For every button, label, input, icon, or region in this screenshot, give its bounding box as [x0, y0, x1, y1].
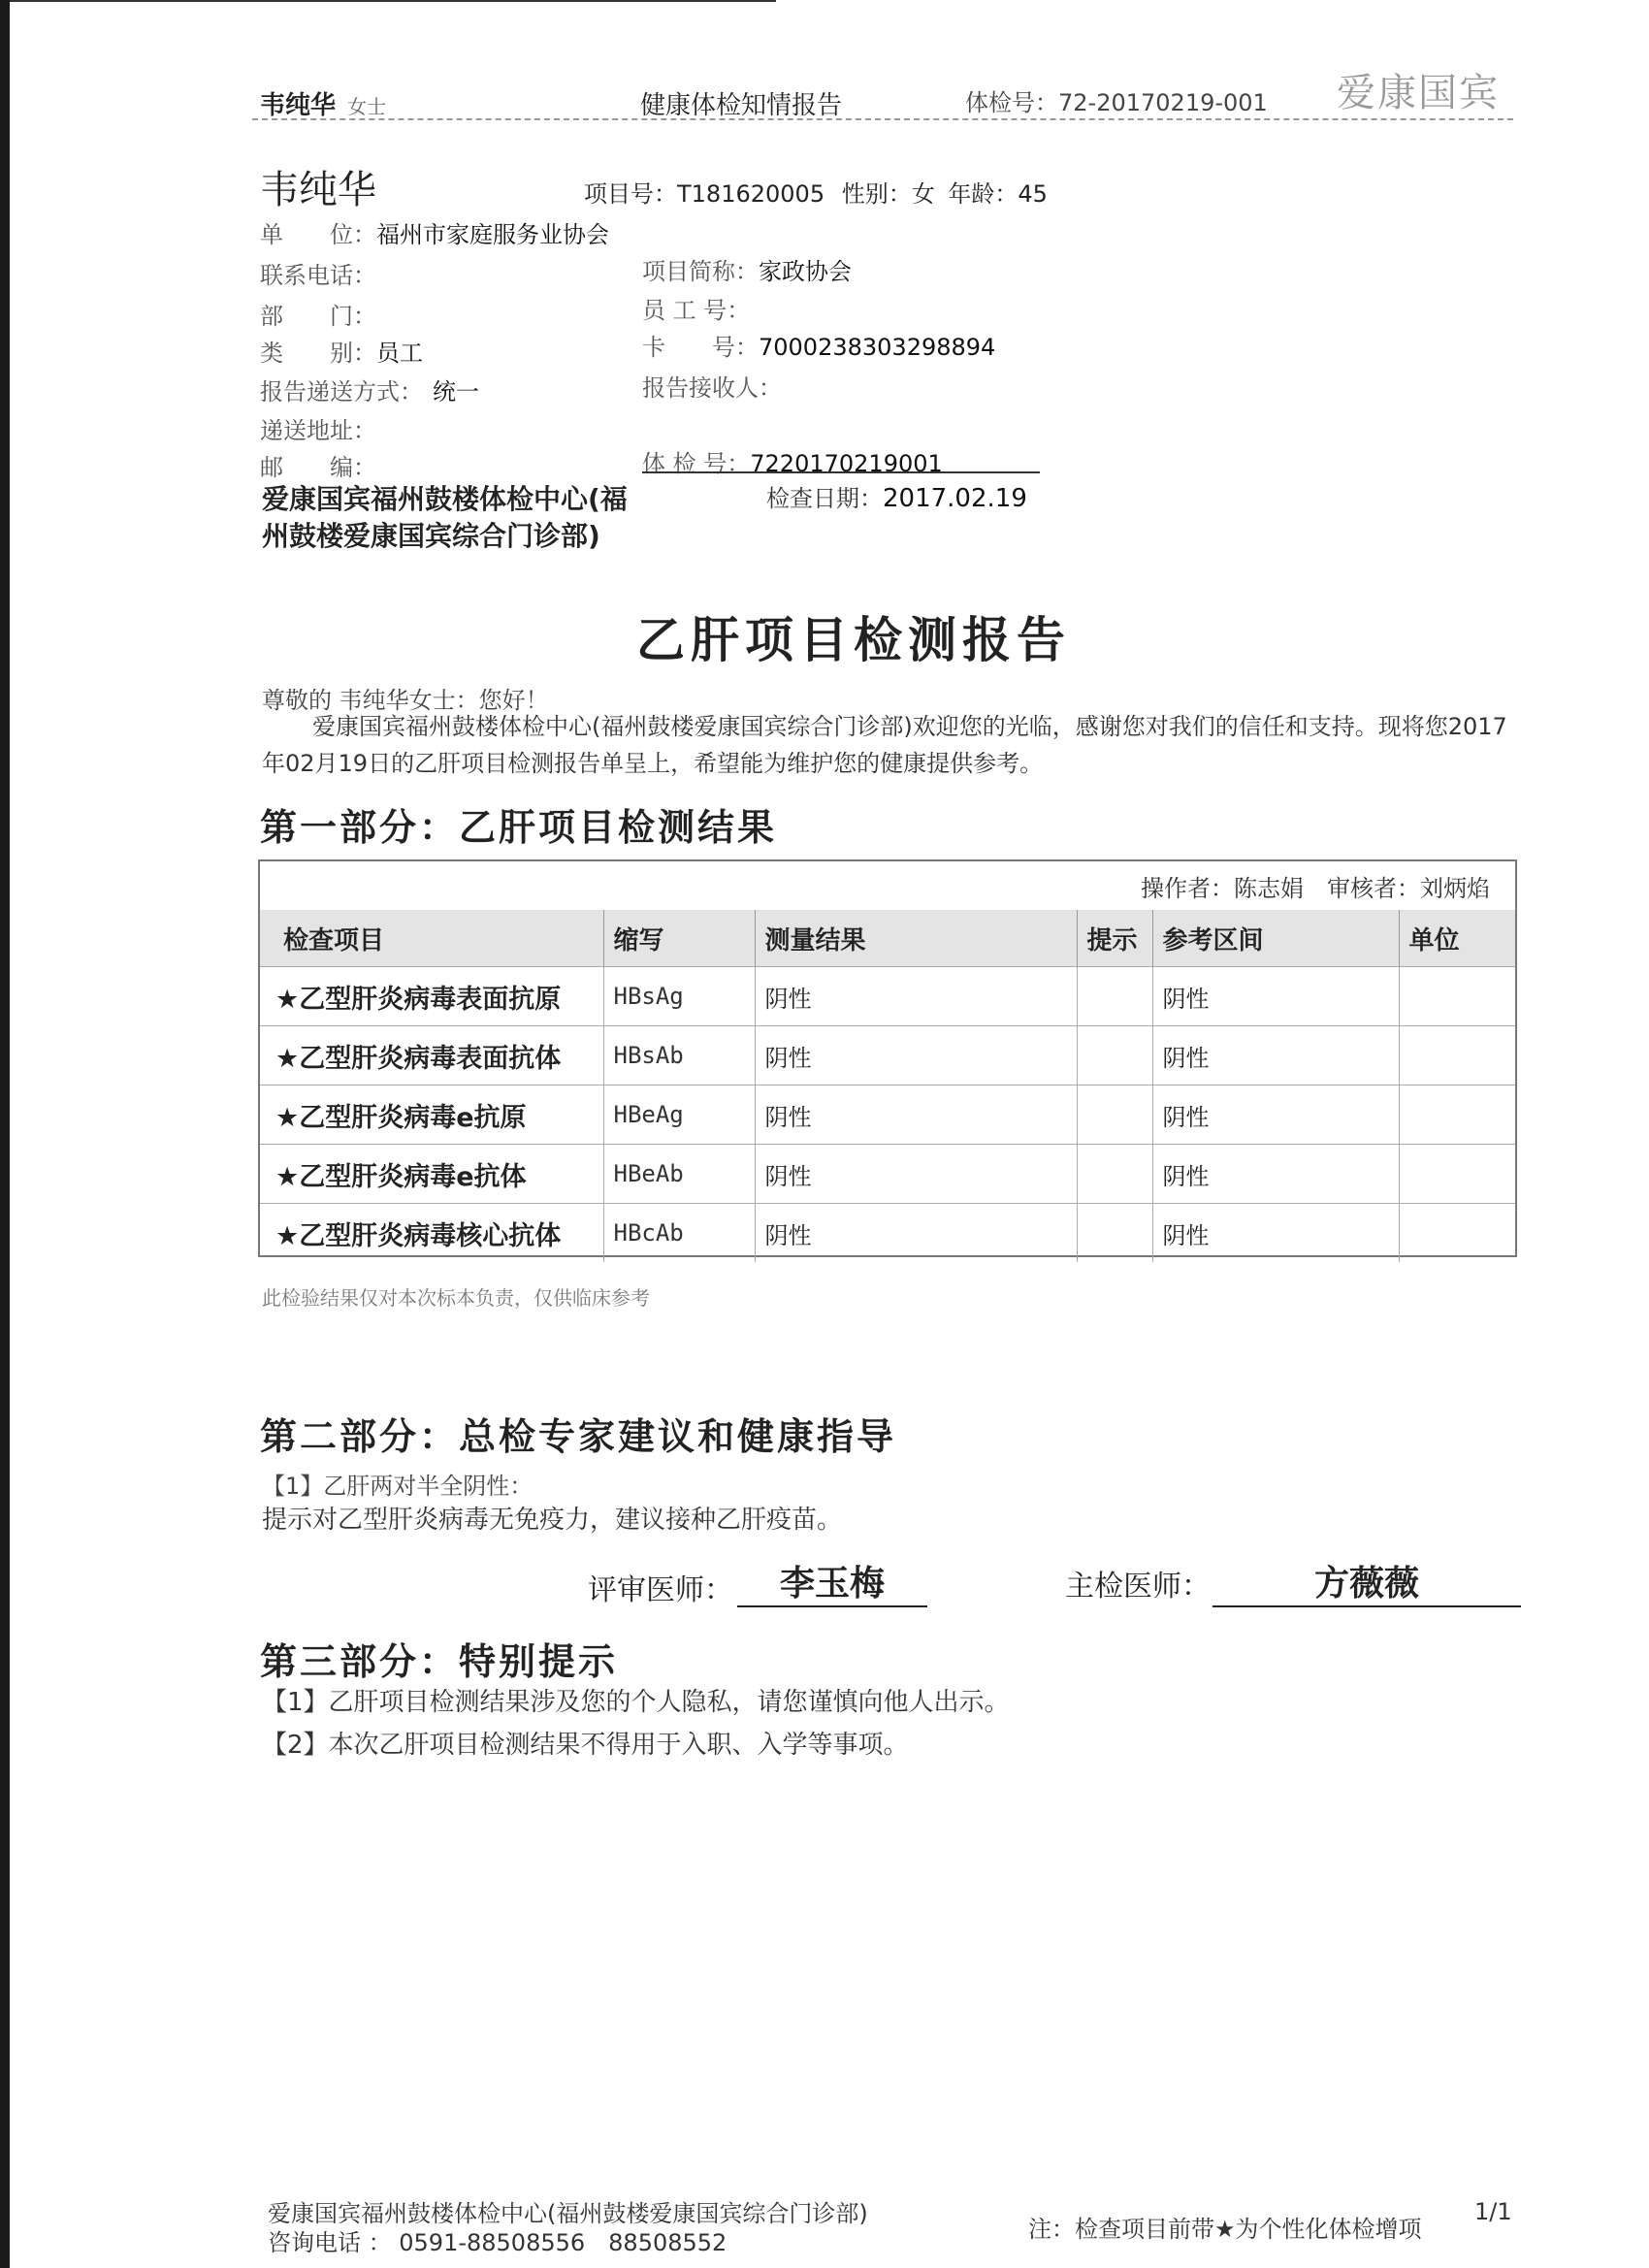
cell-abbr: HBeAb: [603, 1145, 755, 1204]
cell-unit: [1399, 1204, 1515, 1263]
chief-signature: 方薇薇: [1212, 1556, 1521, 1607]
check-date-value: 2017.02.19: [883, 484, 1027, 513]
footer-note: 注：检查项目前带★为个性化体检增项: [1028, 2216, 1422, 2243]
cell-hint: [1077, 1145, 1152, 1204]
advice-title: 【1】乙肝两对半全阴性：: [262, 1473, 534, 1500]
field-exam-no-value: 7220170219001: [750, 450, 943, 477]
footer-clinic: 爱康国宾福州鼓楼体检中心(福州鼓楼爱康国宾综合门诊部): [268, 2200, 868, 2227]
header-divider: [252, 118, 1513, 120]
table-row: [260, 1204, 1515, 1263]
cell-item: ★乙型肝炎病毒表面抗体: [260, 1026, 603, 1085]
cell-item: ★乙型肝炎病毒表面抗原: [260, 967, 603, 1026]
brand-logo: 爱康国宾: [1337, 71, 1500, 115]
clinic-name: 爱康国宾福州鼓楼体检中心(福州鼓楼爱康国宾综合门诊部): [262, 483, 628, 552]
advice-text: 提示对乙型肝炎病毒无免疫力，建议接种乙肝疫苗。: [262, 1506, 843, 1535]
page-number: 1/1: [1474, 2198, 1512, 2225]
section1-title: 第一部分：乙肝项目检测结果: [260, 805, 778, 849]
col-header: 检查项目: [260, 910, 603, 967]
tip-item: 【1】乙肝项目检测结果涉及您的个人隐私，请您谨慎向他人出示。: [262, 1688, 1010, 1717]
check-date: [766, 479, 1027, 513]
field-exam-no-label: 体 检 号：: [642, 450, 751, 477]
report-title: 乙肝项目检测报告: [636, 611, 1071, 668]
cell-result: 阴性: [755, 1085, 1077, 1145]
cell-range: 阴性: [1152, 967, 1399, 1026]
col-header: 测量结果: [755, 910, 1077, 967]
patient-divider: [0, 0, 776, 2]
cell-hint: [1077, 1026, 1152, 1085]
scan-edge: [0, 0, 10, 2268]
footer-phone: 咨询电话 ： 0591-88508556 88508552: [268, 2229, 728, 2256]
field-category-value: 员工: [376, 340, 423, 367]
header-name: 韦纯华: [260, 91, 337, 120]
cell-unit: [1399, 967, 1515, 1026]
check-date-label: 检查日期：: [766, 485, 883, 512]
results-table: [260, 910, 1515, 1262]
section3-title: 第三部分：特别提示: [260, 1639, 619, 1683]
field-unit-value: 福州市家庭服务业协会: [376, 221, 609, 248]
cell-hint: [1077, 1204, 1152, 1263]
col-header: 参考区间: [1152, 910, 1399, 967]
project-no: T181620005: [677, 180, 825, 208]
gender-label: 性别：: [841, 180, 912, 208]
project-no-label: 项目号：: [584, 180, 677, 208]
table-row: [260, 1145, 1515, 1204]
greeting: 尊敬的 韦纯华女士：您好！: [262, 687, 549, 714]
field-employee-no: [642, 291, 750, 325]
field-dept: [260, 297, 376, 331]
reviewer-label: 评审医师：: [588, 1573, 733, 1607]
field-address-label: 递送地址：: [260, 417, 376, 444]
field-project-abbr-value: 家政协会: [759, 258, 852, 285]
cell-abbr: HBsAg: [603, 967, 755, 1026]
operator-line: 操作者：陈志娟 审核者：刘炳焰: [1141, 875, 1490, 902]
field-postcode: [260, 448, 376, 482]
cell-item: ★乙型肝炎病毒e抗原: [260, 1085, 603, 1145]
table-header-row: [260, 910, 1515, 967]
field-unit-label: 单 位：: [260, 221, 376, 248]
field-employee-no-label: 员 工 号：: [642, 297, 751, 324]
header-salutation: 女士: [347, 95, 387, 118]
cell-range: 阴性: [1152, 1204, 1399, 1263]
field-unit: [260, 215, 609, 249]
cell-unit: [1399, 1145, 1515, 1204]
field-project-abbr: [642, 252, 852, 286]
field-phone: [260, 256, 376, 290]
cell-unit: [1399, 1085, 1515, 1145]
cell-item: ★乙型肝炎病毒核心抗体: [260, 1204, 603, 1263]
chief-label: 主检医师：: [1065, 1570, 1211, 1604]
field-delivery-value: 统一: [433, 378, 479, 405]
patient-name: 韦纯华: [260, 168, 376, 212]
field-card-value: 7000238303298894: [759, 334, 996, 361]
patient-info: [584, 175, 1048, 209]
cell-hint: [1077, 967, 1152, 1026]
field-phone-label: 联系电话：: [260, 262, 376, 289]
cell-abbr: HBeAg: [603, 1085, 755, 1145]
table-row: [260, 1026, 1515, 1085]
field-address: [260, 411, 376, 445]
cell-hint: [1077, 1085, 1152, 1145]
header-report-type: 健康体检知情报告: [640, 91, 843, 120]
field-card-label: 卡 号：: [642, 334, 759, 361]
header-exam-no: 体检号：72-20170219-001: [965, 89, 1268, 116]
cell-unit: [1399, 1026, 1515, 1085]
field-receiver: [642, 369, 782, 403]
cell-item: ★乙型肝炎病毒e抗体: [260, 1145, 603, 1204]
cell-result: 阴性: [755, 1145, 1077, 1204]
field-category-label: 类 别：: [260, 340, 376, 367]
field-delivery: [260, 373, 479, 406]
intro-text: 爱康国宾福州鼓楼体检中心(福州鼓楼爱康国宾综合门诊部)欢迎您的光临，感谢您对我们的信任和支持。现将您2017年02月19日的乙肝项目检测报告单呈上，希望能为维护您的健康提供参考。: [262, 713, 1507, 777]
gender: 女: [911, 180, 935, 208]
header-patient: [260, 85, 386, 121]
tip-item: 【2】本次乙肝项目检测结果不得用于入职、入学等事项。: [262, 1731, 909, 1760]
cell-abbr: HBsAb: [603, 1026, 755, 1085]
cell-range: 阴性: [1152, 1145, 1399, 1204]
results-table-box: [258, 859, 1517, 1257]
field-postcode-label: 邮 编：: [260, 454, 376, 481]
cell-range: 阴性: [1152, 1085, 1399, 1145]
field-category: [260, 334, 423, 368]
col-header: 单位: [1399, 910, 1515, 967]
field-project-abbr-label: 项目简称：: [642, 258, 759, 285]
age: 45: [1018, 180, 1048, 208]
field-card: [642, 328, 995, 362]
section2-title: 第二部分：总检专家建议和健康指导: [260, 1414, 897, 1458]
table-row: [260, 1085, 1515, 1145]
cell-result: 阴性: [755, 967, 1077, 1026]
result-disclaimer: 此检验结果仅对本次标本负责，仅供临床参考: [262, 1286, 650, 1310]
table-row: [260, 967, 1515, 1026]
col-header: 提示: [1077, 910, 1152, 967]
cell-result: 阴性: [755, 1204, 1077, 1263]
age-label: 年龄：: [948, 180, 1018, 208]
cell-result: 阴性: [755, 1026, 1077, 1085]
field-receiver-label: 报告接收人：: [642, 374, 782, 402]
field-delivery-label: 报告递送方式：: [260, 378, 423, 405]
field-dept-label: 部 门：: [260, 303, 376, 330]
reviewer-signature: 李玉梅: [737, 1556, 927, 1607]
col-header: 缩写: [603, 910, 755, 967]
cell-range: 阴性: [1152, 1026, 1399, 1085]
cell-abbr: HBcAb: [603, 1204, 755, 1263]
field-divider: [642, 471, 1040, 473]
